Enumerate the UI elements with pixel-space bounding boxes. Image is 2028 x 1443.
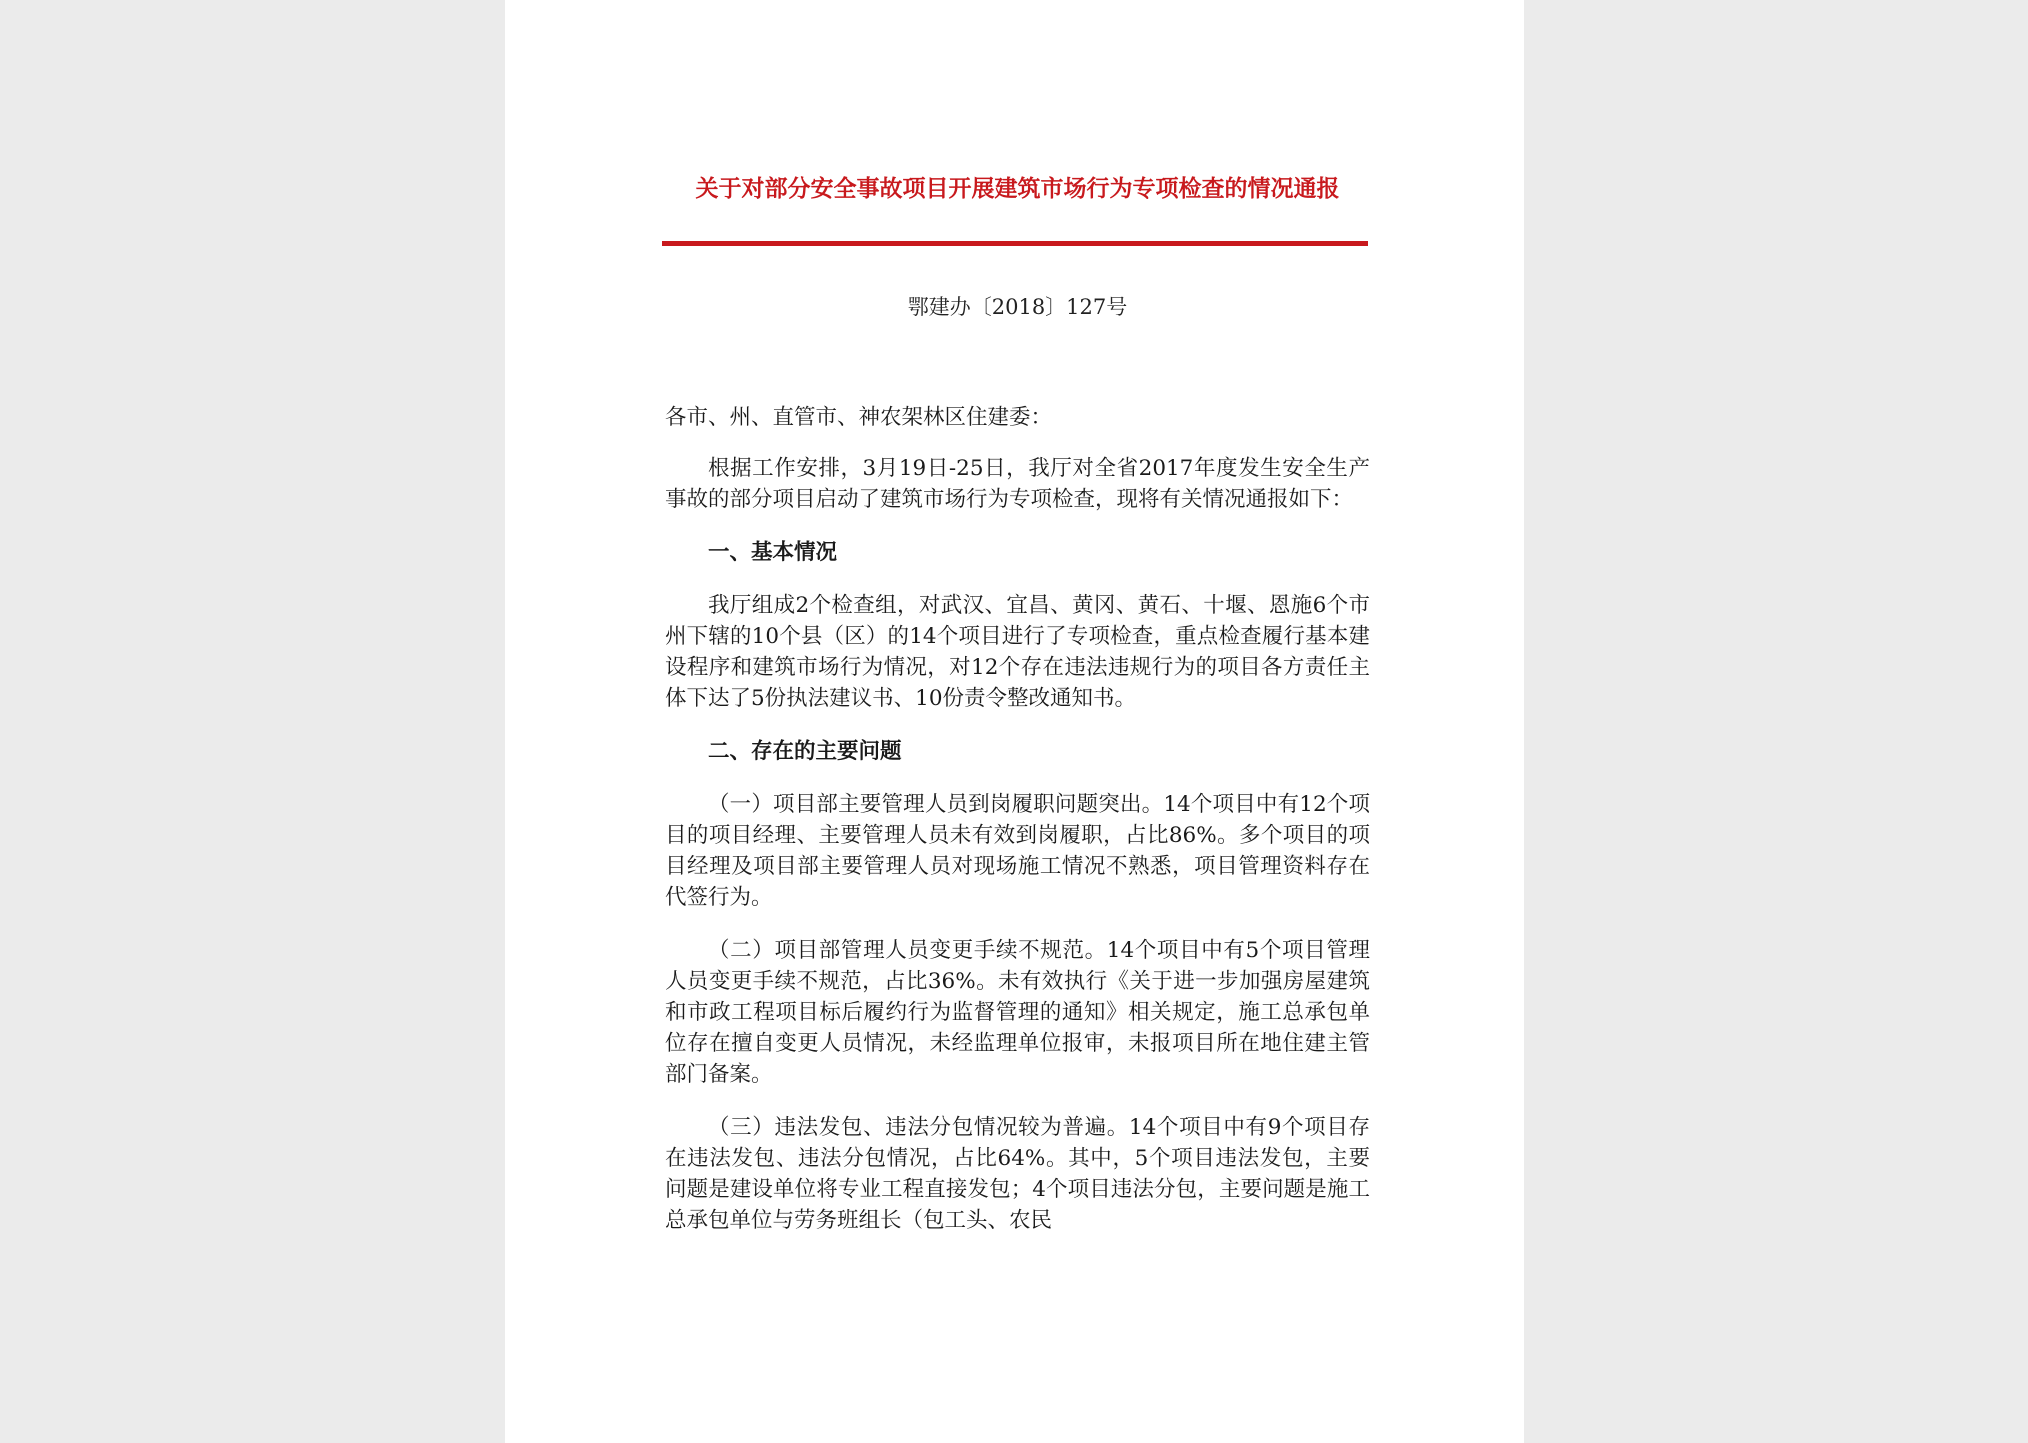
document-page: [505, 0, 1524, 1443]
document-title: 关于对部分安全事故项目开展建筑市场行为专项检查的情况通报: [695, 175, 1340, 202]
salutation: 各市、州、直管市、神农架林区住建委：: [665, 405, 1053, 430]
intro-paragraph: 根据工作安排，3月19日-25日，我厅对全省2017年度发生安全生产事故的部分项目启动了建筑市场行为专项检查，现将有关情况通报如下：: [665, 456, 1370, 512]
section-heading-problems: 二、存在的主要问题: [708, 739, 902, 764]
document-body: [665, 402, 1370, 1258]
document-number: 鄂建办〔2018〕127号: [907, 295, 1128, 319]
issue-paragraph-3: （三）违法发包、违法分包情况较为普遍。14个项目中有9个项目存在违法发包、违法分包情况，占比64%。其中，5个项目违法发包，主要问题是建设单位将专业工程直接发包；4个项目违法分包，主要问题是施工总承包单位与劳务班组长（包工头、农民: [665, 1115, 1370, 1233]
basic-situation-paragraph: 我厅组成2个检查组，对武汉、宜昌、黄冈、黄石、十堰、恩施6个市州下辖的10个县（区）的14个项目进行了专项检查，重点检查履行基本建设程序和建筑市场行为情况，对12个存在违法违规行为的项目各方责任主体下达了5份执法建议书、10份责令整改通知书。: [665, 593, 1370, 711]
issue-paragraph-1: （一）项目部主要管理人员到岗履职问题突出。14个项目中有12个项目的项目经理、主要管理人员未有效到岗履职，占比86%。多个项目的项目经理及项目部主要管理人员对现场施工情况不熟悉，项目管理资料存在代签行为。: [665, 792, 1370, 910]
issue-paragraph-2: （二）项目部管理人员变更手续不规范。14个项目中有5个项目管理人员变更手续不规范，占比36%。未有效执行《关于进一步加强房屋建筑和市政工程项目标后履约行为监督管理的通知》相关规定，施工总承包单位存在擅自变更人员情况，未经监理单位报审，未报项目所在地住建主管部门备案。: [665, 938, 1370, 1087]
red-header-rule: [662, 241, 1368, 246]
section-heading-basic: 一、基本情况: [708, 540, 838, 565]
